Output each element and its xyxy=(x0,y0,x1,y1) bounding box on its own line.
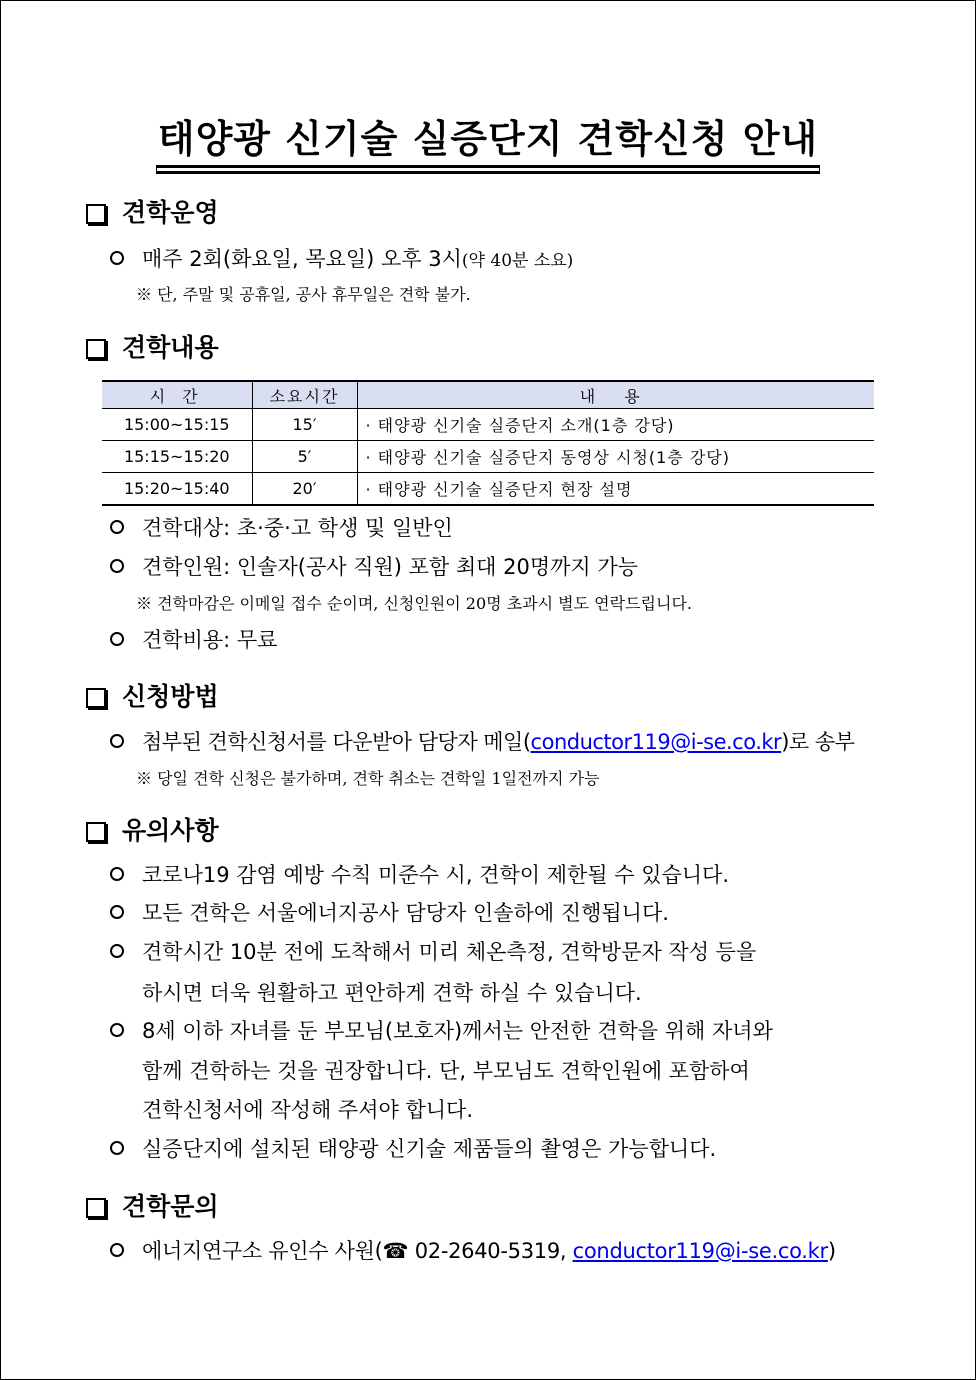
caution-item: 모든 견학은 서울에너지공사 담당자 인솔하에 진행됩니다. xyxy=(110,898,669,928)
section-cautions-heading: 유의사항 xyxy=(86,816,219,846)
table-cell-content: · 태양광 신기술 실증단지 현장 설명 xyxy=(357,473,874,506)
circle-bullet-icon xyxy=(110,944,124,958)
page-title: 태양광 신기술 실증단지 견학신청 안내 xyxy=(0,108,976,168)
circle-bullet-icon xyxy=(110,905,124,919)
circle-bullet-icon xyxy=(110,632,124,646)
caution-item: 코로나19 감염 예방 수칙 미준수 시, 견학이 제한될 수 있습니다. xyxy=(110,860,729,890)
apply-email-link[interactable]: conductor119@i-se.co.kr xyxy=(530,730,782,754)
operation-schedule: 매주 2회(화요일, 목요일) 오후 3시(약 40분 소요) xyxy=(110,244,573,274)
table-row xyxy=(102,441,874,473)
table-cell-content: · 태양광 신기술 실증단지 동영상 시청(1층 강당) xyxy=(357,441,874,473)
caution-item: 실증단지에 설치된 태양광 신기술 제품들의 촬영은 가능합니다. xyxy=(110,1134,716,1164)
checkbox-icon xyxy=(86,339,106,359)
circle-bullet-icon xyxy=(110,520,124,534)
section-content-heading: 견학내용 xyxy=(86,333,219,363)
circle-bullet-icon xyxy=(110,734,124,748)
table-header-time: 시 간 xyxy=(102,381,252,409)
section-inquiry-heading: 견학문의 xyxy=(86,1192,219,1222)
table-cell-content: · 태양광 신기술 실증단지 소개(1층 강당) xyxy=(357,409,874,441)
caution-item-continued: 견학신청서에 작성해 주셔야 합니다. xyxy=(142,1098,473,1122)
table-header-row xyxy=(102,381,874,409)
inquiry-email-link[interactable]: conductor119@i-se.co.kr xyxy=(572,1239,828,1263)
circle-bullet-icon xyxy=(110,1243,124,1257)
checkbox-icon xyxy=(86,688,106,708)
table-cell-time: 15:00~15:15 xyxy=(102,409,252,441)
table-header-duration: 소요시간 xyxy=(252,381,357,409)
checkbox-icon xyxy=(86,204,106,224)
visit-capacity: 견학인원: 인솔자(공사 직원) 포함 최대 20명까지 가능 xyxy=(110,552,638,582)
schedule-table xyxy=(102,380,874,506)
visit-target: 견학대상: 초·중·고 학생 및 일반인 xyxy=(110,513,453,543)
table-cell-duration: 20′ xyxy=(252,473,357,506)
table-cell-duration: 15′ xyxy=(252,409,357,441)
circle-bullet-icon xyxy=(110,867,124,881)
caution-item-continued: 함께 견학하는 것을 권장합니다. 단, 부모님도 견학인원에 포함하여 xyxy=(142,1059,750,1083)
checkbox-icon xyxy=(86,1198,106,1218)
table-cell-duration: 5′ xyxy=(252,441,357,473)
circle-bullet-icon xyxy=(110,251,124,265)
apply-note: ※ 당일 견학 신청은 불가하며, 견학 취소는 견학일 1일전까지 가능 xyxy=(136,769,600,788)
caution-item-continued: 하시면 더욱 원활하고 편안하게 견학 하실 수 있습니다. xyxy=(142,981,642,1005)
table-cell-time: 15:20~15:40 xyxy=(102,473,252,506)
table-cell-time: 15:15~15:20 xyxy=(102,441,252,473)
apply-method: 첨부된 견학신청서를 다운받아 담당자 메일(conductor119@i-se.co.kr)로 송부 xyxy=(110,727,854,757)
visit-cost: 견학비용: 무료 xyxy=(110,625,277,655)
caution-item: 견학시간 10분 전에 도착해서 미리 체온측정, 견학방문자 작성 등을 xyxy=(110,937,756,967)
table-row xyxy=(102,409,874,441)
inquiry-contact: 에너지연구소 유인수 사원(☎ 02-2640-5319, conductor119@i-se.co.kr) xyxy=(110,1236,836,1266)
caution-item: 8세 이하 자녀를 둔 부모님(보호자)께서는 안전한 견학을 위해 자녀와 xyxy=(110,1016,773,1046)
section-operation-heading: 견학운영 xyxy=(86,198,219,228)
circle-bullet-icon xyxy=(110,1141,124,1155)
capacity-note: ※ 견학마감은 이메일 접수 순이며, 신청인원이 20명 초과시 별도 연락드립니다. xyxy=(136,594,692,613)
checkbox-icon xyxy=(86,822,106,842)
table-row xyxy=(102,473,874,506)
operation-note: ※ 단, 주말 및 공휴일, 공사 휴무일은 견학 불가. xyxy=(136,285,471,304)
section-apply-heading: 신청방법 xyxy=(86,682,219,712)
circle-bullet-icon xyxy=(110,1023,124,1037)
circle-bullet-icon xyxy=(110,559,124,573)
table-header-content: 내 용 xyxy=(357,381,874,409)
